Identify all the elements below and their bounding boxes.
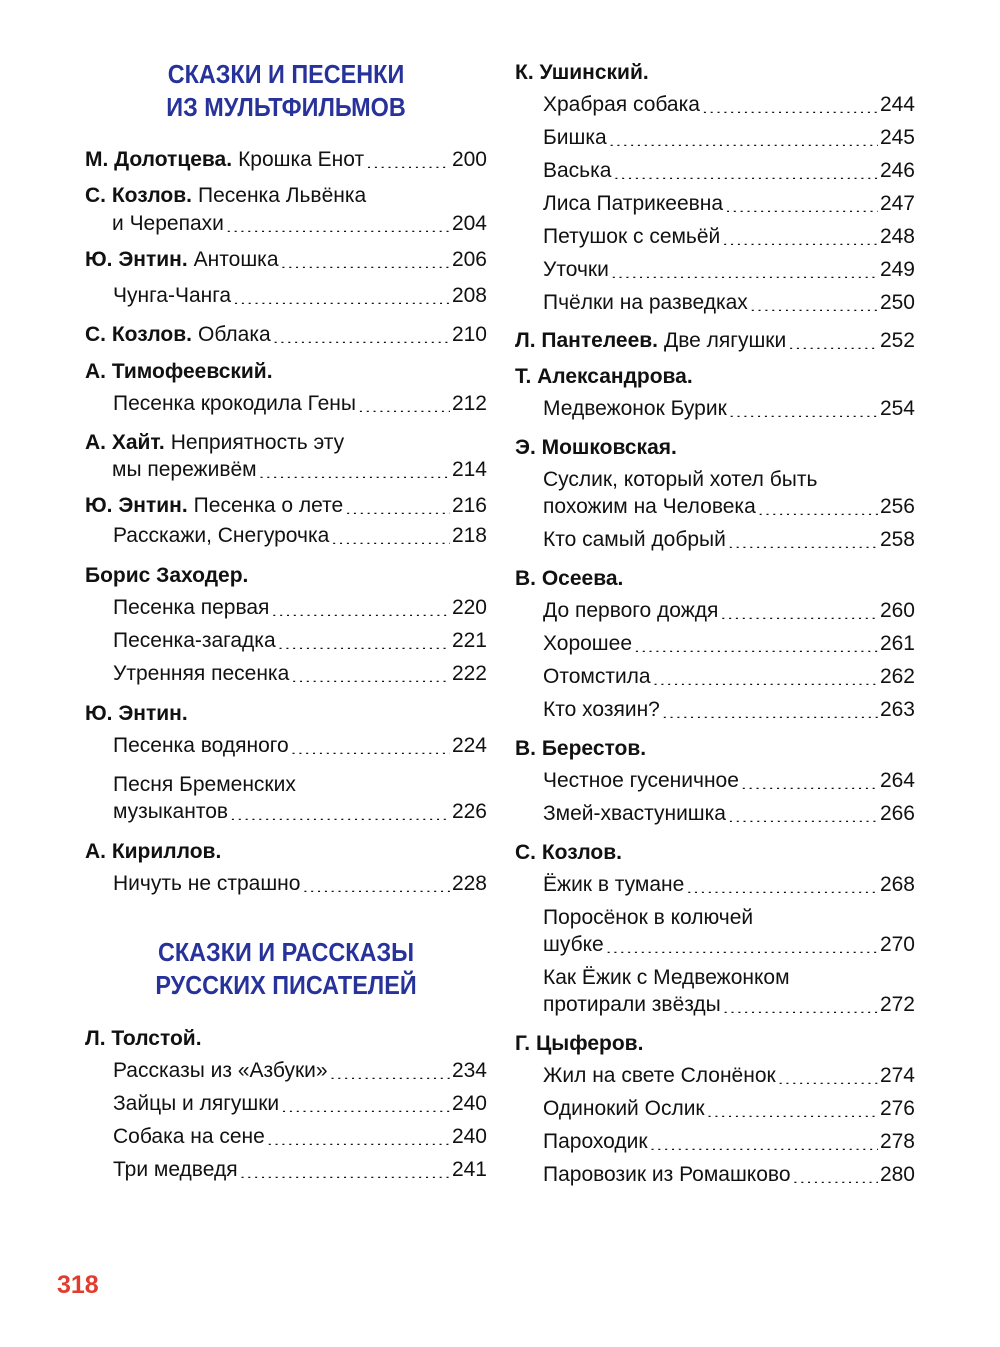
dot-leader <box>273 333 450 343</box>
dot-leader <box>741 779 878 789</box>
dot-leader <box>345 504 450 514</box>
toc-entry[interactable] <box>515 523 915 556</box>
toc-page: 245 <box>879 126 915 149</box>
dot-leader <box>723 1003 878 1013</box>
toc-group-kirillov <box>85 837 487 900</box>
toc-group-kozlov-1 <box>85 182 487 237</box>
toc-entry[interactable] <box>85 519 487 552</box>
toc-entry[interactable] <box>85 729 487 762</box>
toc-group-oseeva <box>515 564 915 726</box>
toc-entry[interactable] <box>515 627 915 660</box>
toc-page: 263 <box>879 698 915 721</box>
toc-entry-first-line[interactable] <box>85 768 487 798</box>
dot-leader <box>793 1173 878 1183</box>
toc-author: А. Хайт. <box>85 431 165 454</box>
toc-page: 216 <box>451 494 487 517</box>
toc-page: 244 <box>879 93 915 116</box>
toc-page: 252 <box>879 329 915 352</box>
toc-group-zakhoder <box>85 561 487 690</box>
toc-page: 268 <box>879 873 915 896</box>
toc-page: 200 <box>451 148 487 171</box>
toc-title: Хорошее <box>543 632 633 655</box>
dot-leader <box>366 158 450 168</box>
toc-page: 241 <box>451 1158 487 1181</box>
toc-page: 260 <box>879 599 915 622</box>
dot-leader <box>728 812 878 822</box>
toc-group-kozlov-2 <box>85 321 487 348</box>
toc-title: Бишка <box>543 126 607 149</box>
toc-title: Уточки <box>543 258 609 281</box>
toc-title: Пчёлки на разведках <box>543 291 748 314</box>
toc-title: Неприятность эту <box>170 431 345 454</box>
dot-leader <box>281 258 450 268</box>
toc-entry[interactable] <box>515 594 915 627</box>
toc-entry[interactable] <box>515 1125 915 1158</box>
dot-leader <box>609 136 878 146</box>
toc-title: Лиса Патрикеевна <box>543 192 724 215</box>
toc-entry[interactable] <box>85 798 487 828</box>
toc-author: С. Козлов. <box>515 841 622 864</box>
toc-page: 272 <box>879 993 915 1016</box>
toc-entry[interactable] <box>85 591 487 624</box>
toc-title: похожим на Человека <box>543 495 756 518</box>
section-title-line: РУССКИХ ПИСАТЕЛЕЙ <box>155 970 417 1000</box>
toc-entry[interactable] <box>515 286 915 319</box>
toc-entry[interactable] <box>515 154 915 187</box>
toc-entry-first-line[interactable] <box>515 961 915 991</box>
dot-leader <box>291 744 450 754</box>
dot-leader <box>611 268 878 278</box>
toc-page: 228 <box>451 872 487 895</box>
dot-leader <box>634 642 878 652</box>
toc-entry[interactable] <box>85 657 487 690</box>
toc-author: А. Тимофеевский. <box>85 360 273 383</box>
toc-title: Чунга-Чанга <box>113 284 232 307</box>
toc-entry-first-line[interactable] <box>515 463 915 493</box>
toc-title: Одинокий Ослик <box>543 1097 705 1120</box>
toc-author: Ю. Энтин. <box>85 248 188 271</box>
toc-page: 256 <box>879 495 915 518</box>
toc-entry[interactable] <box>515 253 915 286</box>
toc-title: Утренняя песенка <box>113 662 290 685</box>
toc-entry[interactable] <box>85 867 487 900</box>
dot-leader <box>358 402 450 412</box>
dot-leader <box>725 202 878 212</box>
toc-entry[interactable] <box>85 210 487 237</box>
toc-title: Петушок с семьёй <box>543 225 721 248</box>
dot-leader <box>728 538 878 548</box>
toc-group-aleksandrova <box>515 362 915 425</box>
dot-leader <box>650 1140 878 1150</box>
dot-leader <box>259 468 450 478</box>
toc-title: Храбрая собака <box>543 93 700 116</box>
toc-entry[interactable] <box>515 693 915 726</box>
dot-leader <box>729 407 878 417</box>
toc-title: Песенка водяного <box>113 734 289 757</box>
toc-entry[interactable] <box>85 1087 487 1120</box>
toc-entry[interactable] <box>515 1059 915 1092</box>
toc-title: Ничуть не страшно <box>113 872 301 895</box>
toc-left-column <box>85 58 487 1195</box>
toc-page: 246 <box>879 159 915 182</box>
toc-page: 249 <box>879 258 915 281</box>
toc-entry[interactable] <box>85 146 487 173</box>
toc-group-entin-2 <box>85 492 487 552</box>
dot-leader <box>230 810 450 820</box>
dot-leader <box>330 1069 450 1079</box>
toc-author: Ю. Энтин. <box>85 702 188 725</box>
toc-title: Рассказы из «Азбуки» <box>113 1059 328 1082</box>
toc-author: К. Ушинский. <box>515 61 649 84</box>
toc-group-moshkovskaya <box>515 433 915 556</box>
toc-author: Т. Александрова. <box>515 365 693 388</box>
dot-leader <box>240 1168 450 1178</box>
dot-leader <box>722 235 878 245</box>
toc-title: Васька <box>543 159 612 182</box>
toc-page: 210 <box>451 323 487 346</box>
toc-page: 270 <box>879 933 915 956</box>
toc-title: Собака на сене <box>113 1125 265 1148</box>
toc-title: Суслик, который хотел быть <box>543 468 818 491</box>
toc-page: 240 <box>451 1125 487 1148</box>
dot-leader <box>267 1135 450 1145</box>
toc-entry[interactable] <box>515 493 915 523</box>
toc-page: 220 <box>451 596 487 619</box>
toc-author: С. Козлов. <box>85 323 192 346</box>
toc-entry[interactable] <box>85 246 487 273</box>
toc-page: 261 <box>879 632 915 655</box>
dot-leader <box>788 339 878 349</box>
toc-title: Крошка Енот <box>238 148 365 171</box>
toc-author: Л. Пантелеев. <box>515 329 658 352</box>
toc-entry[interactable] <box>515 660 915 693</box>
toc-entry[interactable] <box>85 279 487 312</box>
toc-page: 278 <box>879 1130 915 1153</box>
dot-leader <box>702 103 878 113</box>
toc-title: Две лягушки <box>664 329 787 352</box>
toc-title: шубке <box>543 933 604 956</box>
toc-title: Песенка крокодила Гены <box>113 392 356 415</box>
section-title-line: СКАЗКИ И ПЕСЕНКИ <box>167 59 405 89</box>
toc-entry[interactable] <box>85 492 487 519</box>
toc-page: 206 <box>451 248 487 271</box>
toc-entry[interactable] <box>515 1158 915 1191</box>
toc-title: Песенка о лете <box>193 494 344 517</box>
toc-group-entin-1 <box>85 246 487 312</box>
toc-entry[interactable] <box>515 1092 915 1125</box>
toc-title: Кто самый добрый <box>543 528 726 551</box>
section-title-line: СКАЗКИ И РАССКАЗЫ <box>157 937 415 967</box>
toc-author: Г. Цыферов. <box>515 1032 644 1055</box>
toc-author: М. Долотцева. <box>85 148 233 171</box>
dot-leader <box>271 606 450 616</box>
toc-page: 240 <box>451 1092 487 1115</box>
toc-title: Облака <box>198 323 271 346</box>
dot-leader <box>720 609 878 619</box>
toc-title: Зайцы и лягушки <box>113 1092 280 1115</box>
toc-group-tolstoy <box>85 1024 487 1186</box>
toc-right-column <box>515 58 915 1199</box>
toc-group-berestov <box>515 734 915 830</box>
toc-page: 234 <box>451 1059 487 1082</box>
toc-page: 276 <box>879 1097 915 1120</box>
toc-group-ushinsky <box>515 58 915 319</box>
toc-page: 224 <box>451 734 487 757</box>
toc-page: 262 <box>879 665 915 688</box>
toc-title: Паровозик из Ромашково <box>543 1163 791 1186</box>
toc-title: музыкантов <box>113 800 229 823</box>
toc-page: 254 <box>879 397 915 420</box>
toc-group-khait <box>85 429 487 483</box>
toc-title: Как Ёжик с Медвежонком <box>543 966 790 989</box>
dot-leader <box>331 534 450 544</box>
toc-title: Песенка первая <box>113 596 270 619</box>
toc-author: В. Берестов. <box>515 737 647 760</box>
toc-page: 258 <box>879 528 915 551</box>
dot-leader <box>662 708 878 718</box>
toc-entry[interactable] <box>515 187 915 220</box>
toc-entry[interactable] <box>515 392 915 425</box>
toc-title: Жил на свете Слонёнок <box>543 1064 776 1087</box>
toc-page: 204 <box>451 212 487 235</box>
toc-title: Антошка <box>193 248 279 271</box>
dot-leader <box>707 1107 878 1117</box>
toc-group-entin-3 <box>85 699 487 828</box>
dot-leader <box>233 294 450 304</box>
toc-entry[interactable] <box>515 991 915 1021</box>
toc-page: 212 <box>451 392 487 415</box>
dot-leader <box>281 1102 450 1112</box>
toc-entry[interactable] <box>515 797 915 830</box>
toc-title: и Черепахи <box>112 212 224 235</box>
dot-leader <box>653 675 878 685</box>
toc-title: Змей-хвастунишка <box>543 802 726 825</box>
toc-title: До первого дождя <box>543 599 719 622</box>
toc-title: Пароходик <box>543 1130 648 1153</box>
page-number: 318 <box>57 1271 99 1299</box>
toc-entry[interactable] <box>515 220 915 253</box>
toc-author: Л. Толстой. <box>85 1027 202 1050</box>
toc-entry[interactable] <box>515 868 915 901</box>
toc-page: 208 <box>451 284 487 307</box>
toc-entry-first-line[interactable] <box>515 901 915 931</box>
toc-entry[interactable] <box>85 321 487 348</box>
section-title-cartoons <box>105 58 467 124</box>
toc-author: В. Осеева. <box>515 567 624 590</box>
toc-title: Поросёнок в колючей <box>543 906 754 929</box>
toc-group-panteleev <box>515 327 915 354</box>
toc-title: Расскажи, Снегурочка <box>113 524 330 547</box>
toc-title: Медвежонок Бурик <box>543 397 727 420</box>
toc-title: Песенка Львёнка <box>198 184 367 207</box>
toc-entry[interactable] <box>85 387 487 420</box>
toc-group-dolottseva <box>85 146 487 173</box>
toc-page: 221 <box>451 629 487 652</box>
toc-page: 222 <box>451 662 487 685</box>
dot-leader <box>606 943 878 953</box>
toc-entry[interactable] <box>85 1054 487 1087</box>
dot-leader <box>226 222 450 232</box>
dot-leader <box>278 639 450 649</box>
toc-group-kozlov-3 <box>515 838 915 1021</box>
toc-page: 266 <box>879 802 915 825</box>
dot-leader <box>750 301 878 311</box>
toc-title: мы переживём <box>112 458 257 481</box>
toc-title: Отомстила <box>543 665 651 688</box>
dot-leader <box>291 672 450 682</box>
toc-page: 247 <box>879 192 915 215</box>
toc-entry[interactable] <box>85 1120 487 1153</box>
toc-page: 250 <box>879 291 915 314</box>
toc-entry[interactable] <box>515 121 915 154</box>
dot-leader <box>686 883 878 893</box>
toc-entry-first-line[interactable] <box>85 429 487 456</box>
toc-author: С. Козлов. <box>85 184 192 207</box>
toc-page: 248 <box>879 225 915 248</box>
toc-title: Песня Бременских <box>113 773 296 796</box>
toc-entry[interactable] <box>85 1153 487 1186</box>
toc-entry[interactable] <box>515 327 915 354</box>
toc-group-timofeevsky <box>85 357 487 420</box>
section-title-line: ИЗ МУЛЬТФИЛЬМОВ <box>166 92 406 122</box>
toc-page: 226 <box>451 800 487 823</box>
toc-title: Кто хозяин? <box>543 698 660 721</box>
toc-title: Честное гусеничное <box>543 769 739 792</box>
toc-group-tsyferov <box>515 1029 915 1191</box>
toc-author: Ю. Энтин. <box>85 494 188 517</box>
toc-page: 218 <box>451 524 487 547</box>
toc-author: А. Кириллов. <box>85 840 222 863</box>
toc-title: Ёжик в тумане <box>543 873 685 896</box>
toc-title: Три медведя <box>113 1158 238 1181</box>
toc-title: протирали звёзды <box>543 993 721 1016</box>
toc-entry[interactable] <box>85 456 487 483</box>
toc-entry[interactable] <box>85 624 487 657</box>
toc-entry[interactable] <box>515 931 915 961</box>
dot-leader <box>613 169 877 179</box>
toc-page: 274 <box>879 1064 915 1087</box>
toc-entry[interactable] <box>515 764 915 797</box>
toc-page: 264 <box>879 769 915 792</box>
dot-leader <box>302 882 450 892</box>
toc-page: 214 <box>451 458 487 481</box>
toc-title: Песенка-загадка <box>113 629 276 652</box>
section-title-writers <box>105 936 467 1002</box>
toc-entry-first-line[interactable] <box>85 182 487 210</box>
dot-leader <box>758 505 878 515</box>
toc-author: Борис Заходер. <box>85 564 249 587</box>
dot-leader <box>778 1074 878 1084</box>
toc-author: Э. Мошковская. <box>515 436 677 459</box>
toc-entry[interactable] <box>515 88 915 121</box>
toc-page: 280 <box>879 1163 915 1186</box>
